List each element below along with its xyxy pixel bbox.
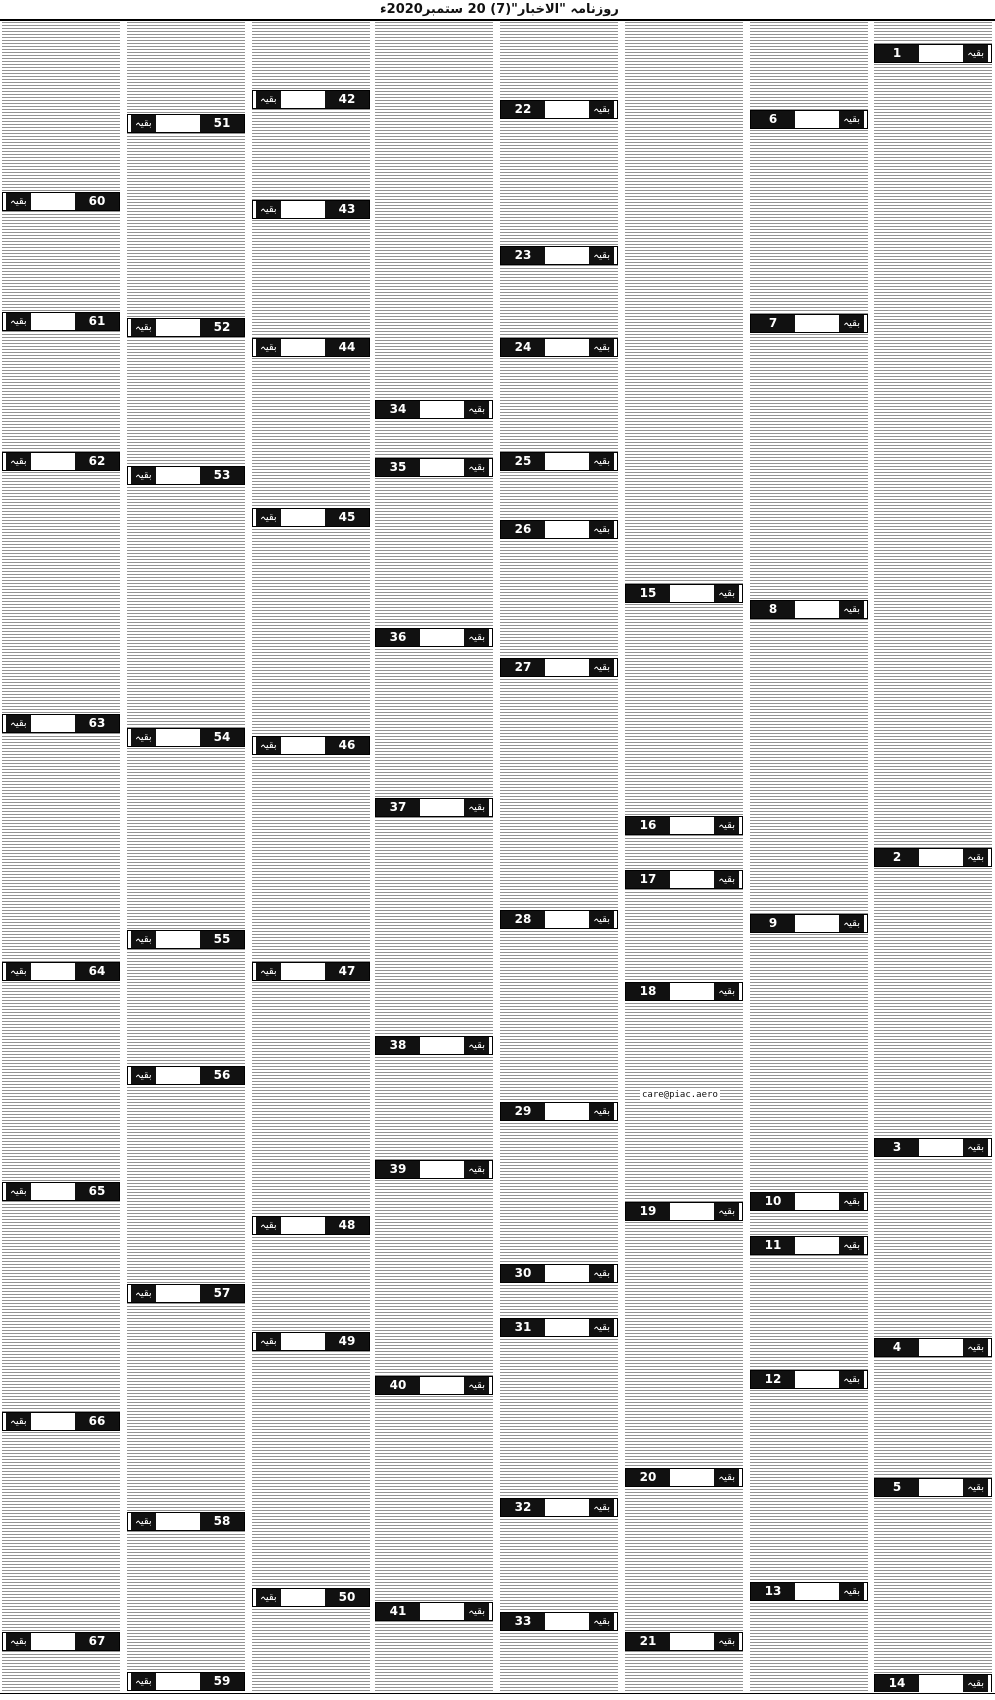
continuation-box — [127, 728, 245, 747]
continuation-box — [750, 914, 868, 933]
continuation-number: 26 — [501, 521, 545, 538]
continuation-number: 55 — [200, 931, 244, 948]
col-5 — [375, 22, 493, 1692]
continuation-box — [252, 1588, 370, 1607]
article-text — [500, 22, 618, 1692]
continuation-box — [500, 1498, 618, 1517]
continuation-label: بقیہ — [839, 1237, 864, 1254]
continuation-number: 43 — [325, 201, 369, 218]
continuation-number: 8 — [751, 601, 795, 618]
article-text — [127, 22, 245, 1692]
continuation-box — [750, 110, 868, 129]
continuation-box — [252, 962, 370, 981]
footer-rule — [0, 1693, 995, 1694]
continuation-box — [252, 1332, 370, 1351]
continuation-box — [2, 1412, 120, 1431]
continuation-label: بقیہ — [839, 1371, 864, 1388]
continuation-number: 59 — [200, 1673, 244, 1690]
continuation-number: 21 — [626, 1633, 670, 1650]
continuation-number: 29 — [501, 1103, 545, 1120]
continuation-label: بقیہ — [839, 915, 864, 932]
article-text — [750, 22, 868, 1692]
continuation-box — [500, 1264, 618, 1283]
continuation-label: بقیہ — [589, 1103, 614, 1120]
continuation-label: بقیہ — [839, 1583, 864, 1600]
continuation-number: 58 — [200, 1513, 244, 1530]
continuation-label: بقیہ — [256, 963, 281, 980]
continuation-box — [2, 1182, 120, 1201]
continuation-label: بقیہ — [589, 101, 614, 118]
continuation-box — [874, 1478, 992, 1497]
continuation-number: 19 — [626, 1203, 670, 1220]
continuation-number: 39 — [376, 1161, 420, 1178]
continuation-number: 22 — [501, 101, 545, 118]
continuation-number: 49 — [325, 1333, 369, 1350]
continuation-box — [500, 338, 618, 357]
continuation-number: 53 — [200, 467, 244, 484]
col-3 — [625, 22, 743, 1692]
continuation-box — [375, 1160, 493, 1179]
continuation-number: 51 — [200, 115, 244, 132]
col-2 — [750, 22, 868, 1692]
continuation-label: بقیہ — [464, 799, 489, 816]
continuation-box — [874, 44, 992, 63]
continuation-label: بقیہ — [256, 1589, 281, 1606]
continuation-number: 65 — [75, 1183, 119, 1200]
continuation-label: بقیہ — [963, 45, 988, 62]
continuation-box — [874, 848, 992, 867]
continuation-box — [375, 628, 493, 647]
continuation-box — [252, 736, 370, 755]
continuation-label: بقیہ — [589, 911, 614, 928]
continuation-label: بقیہ — [131, 1067, 156, 1084]
continuation-label: بقیہ — [714, 817, 739, 834]
continuation-label: بقیہ — [589, 339, 614, 356]
continuation-number: 13 — [751, 1583, 795, 1600]
continuation-label: بقیہ — [6, 715, 31, 732]
continuation-box — [750, 1192, 868, 1211]
continuation-number: 63 — [75, 715, 119, 732]
continuation-label: بقیہ — [464, 1377, 489, 1394]
continuation-number: 24 — [501, 339, 545, 356]
continuation-number: 23 — [501, 247, 545, 264]
continuation-number: 18 — [626, 983, 670, 1000]
continuation-box — [375, 1036, 493, 1055]
continuation-label: بقیہ — [714, 585, 739, 602]
continuation-label: بقیہ — [464, 401, 489, 418]
continuation-box — [874, 1138, 992, 1157]
continuation-number: 57 — [200, 1285, 244, 1302]
continuation-number: 61 — [75, 313, 119, 330]
continuation-label: بقیہ — [256, 339, 281, 356]
masthead — [0, 0, 995, 21]
continuation-number: 33 — [501, 1613, 545, 1630]
col-7 — [127, 22, 245, 1692]
continuation-box — [252, 508, 370, 527]
continuation-label: بقیہ — [963, 1675, 988, 1692]
continuation-label: بقیہ — [131, 319, 156, 336]
continuation-label: بقیہ — [839, 1193, 864, 1210]
continuation-number: 4 — [875, 1339, 919, 1356]
continuation-box — [2, 312, 120, 331]
article-text — [2, 22, 120, 1692]
continuation-box — [500, 658, 618, 677]
continuation-number: 12 — [751, 1371, 795, 1388]
continuation-number: 40 — [376, 1377, 420, 1394]
continuation-box — [375, 1376, 493, 1395]
continuation-box — [127, 466, 245, 485]
continuation-label: بقیہ — [963, 1339, 988, 1356]
continuation-label: بقیہ — [131, 931, 156, 948]
continuation-number: 60 — [75, 193, 119, 210]
continuation-label: بقیہ — [714, 871, 739, 888]
continuation-box — [750, 314, 868, 333]
continuation-label: بقیہ — [131, 1673, 156, 1690]
continuation-number: 3 — [875, 1139, 919, 1156]
continuation-label: بقیہ — [256, 1333, 281, 1350]
continuation-label: بقیہ — [464, 629, 489, 646]
continuation-box — [127, 1284, 245, 1303]
continuation-number: 10 — [751, 1193, 795, 1210]
continuation-label: بقیہ — [714, 1633, 739, 1650]
continuation-number: 9 — [751, 915, 795, 932]
continuation-box — [625, 870, 743, 889]
article-text — [625, 22, 743, 1692]
continuation-box — [500, 910, 618, 929]
continuation-box — [127, 1512, 245, 1531]
continuation-box — [2, 1632, 120, 1651]
continuation-box — [252, 338, 370, 357]
continuation-box — [2, 714, 120, 733]
continuation-number: 1 — [875, 45, 919, 62]
continuation-box — [625, 1632, 743, 1651]
continuation-number: 52 — [200, 319, 244, 336]
continuation-box — [500, 246, 618, 265]
continuation-box — [252, 90, 370, 109]
continuation-box — [750, 1582, 868, 1601]
continuation-number: 54 — [200, 729, 244, 746]
continuation-box — [2, 962, 120, 981]
continuation-number: 20 — [626, 1469, 670, 1486]
article-text — [375, 22, 493, 1692]
continuation-label: بقیہ — [839, 111, 864, 128]
continuation-number: 44 — [325, 339, 369, 356]
continuation-number: 46 — [325, 737, 369, 754]
continuation-label: بقیہ — [6, 1633, 31, 1650]
continuation-label: بقیہ — [589, 453, 614, 470]
continuation-number: 64 — [75, 963, 119, 980]
continuation-number: 42 — [325, 91, 369, 108]
continuation-number: 16 — [626, 817, 670, 834]
continuation-box — [625, 1202, 743, 1221]
continuation-number: 15 — [626, 585, 670, 602]
continuation-label: بقیہ — [589, 1319, 614, 1336]
continuation-box — [127, 1672, 245, 1691]
continuation-box — [252, 200, 370, 219]
continuation-number: 56 — [200, 1067, 244, 1084]
continuation-label: بقیہ — [6, 193, 31, 210]
continuation-box — [500, 100, 618, 119]
continuation-number: 7 — [751, 315, 795, 332]
continuation-label: بقیہ — [589, 1499, 614, 1516]
newspaper-title: روزنامہ "الاخبار"(7) 20 ستمبر2020ء — [380, 2, 619, 17]
article-text — [252, 22, 370, 1692]
continuation-box — [127, 930, 245, 949]
continuation-label: بقیہ — [131, 729, 156, 746]
continuation-number: 11 — [751, 1237, 795, 1254]
continuation-label: بقیہ — [6, 963, 31, 980]
continuation-box — [625, 982, 743, 1001]
continuation-box — [500, 452, 618, 471]
continuation-number: 35 — [376, 459, 420, 476]
continuation-number: 47 — [325, 963, 369, 980]
continuation-number: 27 — [501, 659, 545, 676]
continuation-number: 2 — [875, 849, 919, 866]
continuation-box — [625, 584, 743, 603]
continuation-number: 30 — [501, 1265, 545, 1282]
continuation-label: بقیہ — [464, 1037, 489, 1054]
continuation-box — [500, 520, 618, 539]
continuation-box — [625, 816, 743, 835]
continuation-box — [375, 400, 493, 419]
continuation-number: 41 — [376, 1603, 420, 1620]
continuation-box — [375, 1602, 493, 1621]
continuation-box — [874, 1674, 992, 1692]
continuation-number: 45 — [325, 509, 369, 526]
continuation-label: بقیہ — [256, 1217, 281, 1234]
continuation-box — [375, 798, 493, 817]
continuation-label: بقیہ — [839, 315, 864, 332]
col-8 — [2, 22, 120, 1692]
continuation-label: بقیہ — [6, 313, 31, 330]
continuation-label: بقیہ — [6, 1413, 31, 1430]
col-1 — [874, 22, 992, 1692]
continuation-label: بقیہ — [589, 247, 614, 264]
continuation-box — [2, 452, 120, 471]
continuation-box — [500, 1318, 618, 1337]
continuation-box — [2, 192, 120, 211]
continuation-number: 67 — [75, 1633, 119, 1650]
continuation-label: بقیہ — [131, 1285, 156, 1302]
continuation-label: بقیہ — [256, 91, 281, 108]
continuation-label: بقیہ — [589, 521, 614, 538]
continuation-label: بقیہ — [963, 1479, 988, 1496]
continuation-label: بقیہ — [963, 849, 988, 866]
continuation-box — [252, 1216, 370, 1235]
continuation-label: بقیہ — [963, 1139, 988, 1156]
continuation-label: بقیہ — [464, 1161, 489, 1178]
continuation-box — [750, 1370, 868, 1389]
continuation-number: 36 — [376, 629, 420, 646]
continuation-box — [127, 114, 245, 133]
continuation-label: بقیہ — [714, 1469, 739, 1486]
continuation-number: 5 — [875, 1479, 919, 1496]
continuation-label: بقیہ — [839, 601, 864, 618]
continuation-box — [127, 318, 245, 337]
continuation-box — [375, 458, 493, 477]
continuation-box — [750, 600, 868, 619]
continuation-number: 31 — [501, 1319, 545, 1336]
continuation-label: بقیہ — [131, 467, 156, 484]
continuation-number: 62 — [75, 453, 119, 470]
continuation-box — [874, 1338, 992, 1357]
continuation-label: بقیہ — [256, 509, 281, 526]
contact-email: care@piac.aero — [642, 1090, 718, 1100]
continuation-label: بقیہ — [464, 1603, 489, 1620]
continuation-number: 48 — [325, 1217, 369, 1234]
continuation-label: بقیہ — [714, 983, 739, 1000]
continuation-label: بقیہ — [131, 115, 156, 132]
continuation-box — [500, 1612, 618, 1631]
continuation-number: 17 — [626, 871, 670, 888]
continuation-label: بقیہ — [589, 1613, 614, 1630]
continuation-number: 6 — [751, 111, 795, 128]
continuation-label: بقیہ — [589, 659, 614, 676]
continuation-box — [750, 1236, 868, 1255]
masthead-rule — [0, 19, 995, 20]
continuation-box — [127, 1066, 245, 1085]
continuation-number: 66 — [75, 1413, 119, 1430]
col-4 — [500, 22, 618, 1692]
continuation-number: 14 — [875, 1675, 919, 1692]
continuation-number: 50 — [325, 1589, 369, 1606]
continuation-label: بقیہ — [256, 201, 281, 218]
continuation-label: بقیہ — [256, 737, 281, 754]
continuation-number: 25 — [501, 453, 545, 470]
continuation-number: 28 — [501, 911, 545, 928]
continuation-label: بقیہ — [589, 1265, 614, 1282]
continuation-number: 34 — [376, 401, 420, 418]
continuation-box — [625, 1468, 743, 1487]
continuation-number: 32 — [501, 1499, 545, 1516]
continuation-number: 37 — [376, 799, 420, 816]
continuation-label: بقیہ — [714, 1203, 739, 1220]
article-columns — [0, 22, 995, 1692]
col-6 — [252, 22, 370, 1692]
continuation-number: 38 — [376, 1037, 420, 1054]
continuation-label: بقیہ — [131, 1513, 156, 1530]
continuation-box — [500, 1102, 618, 1121]
continuation-label: بقیہ — [6, 1183, 31, 1200]
continuation-label: بقیہ — [6, 453, 31, 470]
continuation-label: بقیہ — [464, 459, 489, 476]
